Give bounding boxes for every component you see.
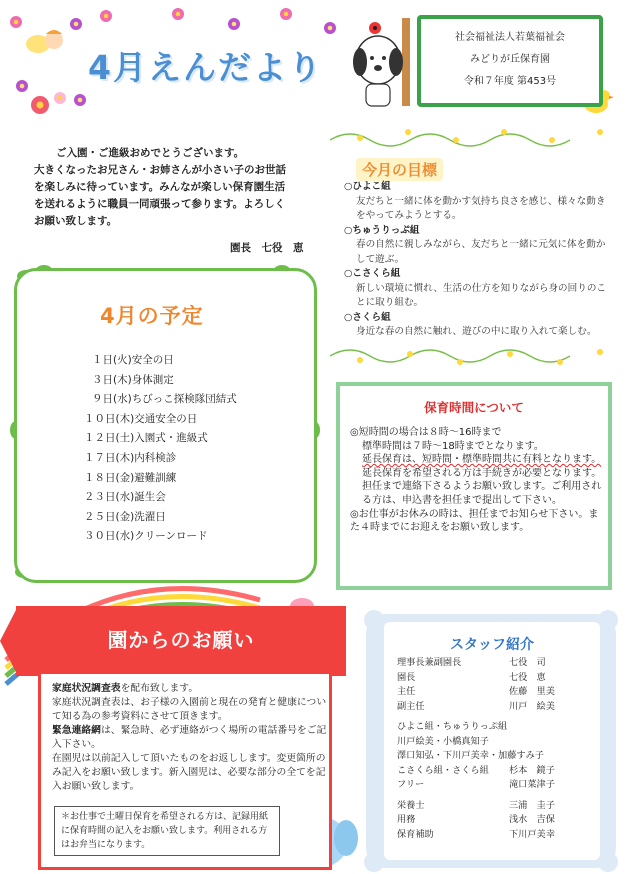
greeting-line: お願い致します。 (34, 215, 118, 227)
goal-text: 新しい環境に慣れ、生活の仕方を知りながら身の回りのことに取り組む。 (356, 282, 607, 308)
staff-row (397, 764, 605, 779)
greeting-line: を送れるように職員一同頑張って参ります。よろしく (34, 198, 286, 210)
goal-item (344, 267, 612, 311)
goal-text: 友だちと一緒に体を動かす気持ち良さを感じ、様々な動きをやってみようとする。 (356, 195, 606, 221)
request-line: 家庭状況調査表は、お子様の入園前と現在の発育と健康について知る為の参考資料にさせて頂きます。 (52, 697, 327, 722)
staff-role: こさくら組・さくら組 (397, 764, 489, 776)
saturday-note: ＊お仕事で土曜日保育を希望される方は、記録用紙に保育時間の記入をお願い致します。利用される方はお弁当になります。 (54, 806, 280, 856)
staff-name: 川戸 絵美 (509, 700, 555, 712)
hours-line: ◎お仕事がお休みの時は、担任までお知らせ下さい。また４時までにお迎えをお願い致します。 (350, 508, 599, 534)
staff-role: 用務 (397, 814, 416, 825)
staff-role: フリー (397, 779, 425, 790)
schedule-item: ３０日(水)クリーンロード (84, 530, 208, 543)
dog-icon (353, 18, 410, 106)
hours-line: 延長保育を希望される方は手続きが必要となります。担任まで連絡下さるようお願い致します。ご利用される方は、申込書を担任まで提出して下さい。 (362, 467, 602, 506)
goal-class: ○ちゅうりっぷ組 (344, 224, 420, 236)
issue-number: 令和７年度 第453号 (463, 76, 557, 87)
greeting-line: 大きくなったお兄さん・お姉さんが小さい子のお世話 (34, 164, 286, 176)
staff-name: 七役 恵 (509, 671, 546, 683)
staff-role: 保育補助 (397, 828, 434, 840)
principal-signature: 園長 七役 恵 (230, 242, 304, 254)
greeting-text (34, 145, 320, 230)
request-keyword: 家庭状況調査表 (52, 683, 121, 694)
staff-row (397, 735, 605, 750)
schedule-item: １２日(土)入園式・進級式 (84, 432, 208, 445)
staff-row (397, 749, 605, 764)
requests-text (52, 682, 327, 794)
staff-row (397, 656, 605, 671)
hours-title: 保育時間について (424, 400, 524, 415)
schedule-item: １０日(木)交通安全の日 (84, 412, 198, 425)
schedule-item: ２５日(金)洗濯日 (84, 510, 166, 523)
staff-name: 三浦 圭子 (509, 799, 555, 811)
schedule-item: ２３日(水)誕生会 (84, 491, 166, 504)
page-title: 4月えんだより (88, 48, 323, 87)
goal-class: ○さくら組 (344, 311, 391, 323)
schedule-title: 4月の予定 (100, 304, 204, 328)
staff-role: ひよこ組・ちゅうりっぷ組 (397, 721, 508, 732)
staff-role: 澤口知弘・下川戸美幸・加藤すみ子 (397, 750, 544, 761)
goal-text: 春の自然に親しみながら、友だちと一緒に元気に体を動かして遊ぶ。 (356, 239, 606, 265)
staff-name: 佐藤 里美 (509, 686, 555, 697)
schedule-list (84, 351, 237, 547)
staff-role: 園長 (397, 671, 416, 683)
greeting-line: ご入園・ご進級おめでとうございます。 (56, 147, 245, 159)
schedule-item: １８日(金)避難訓練 (84, 471, 177, 484)
staff-row (397, 685, 605, 700)
staff-role: 主任 (397, 686, 416, 697)
request-line (52, 724, 327, 752)
staff-role: 栄養士 (397, 799, 425, 811)
goal-class: ○ひよこ組 (344, 181, 391, 192)
schedule-item: １７日(木)内科検診 (84, 451, 177, 464)
request-line (52, 682, 327, 696)
goal-item (344, 311, 612, 340)
request-text: は、緊急時、必ず連絡がつく場所の電話番号をご記入下さい。 (52, 725, 327, 750)
goals-title: 今月の目標 (356, 158, 443, 181)
staff-row (397, 700, 605, 715)
schedule-item: １日(火)安全の日 (92, 354, 174, 366)
staff-name: 七役 司 (509, 657, 546, 668)
staff-name: 下川戸美幸 (509, 828, 555, 840)
request-text: を配布致します。 (120, 683, 199, 694)
staff-row (397, 671, 605, 686)
staff-list (397, 656, 605, 842)
hours-line: ◎短時間の場合は８時～16時まで (350, 427, 502, 438)
org-name: 社会福祉法人若葉福祉会 (455, 32, 565, 43)
fairy-icon (26, 30, 63, 53)
hours-extended-note: 延長保育は、短時間・標準時間共に有料となります。 (362, 454, 602, 466)
staff-row (397, 720, 605, 735)
goal-item (344, 180, 612, 224)
staff-row (397, 813, 605, 828)
schedule-item: ３日(木)身体測定 (92, 373, 174, 386)
greeting-line: を楽しみに待っています。みんなが楽しい保育園生活 (34, 181, 286, 193)
goal-text: 身近な春の自然に触れ、遊びの中に取り入れて楽しむ。 (356, 326, 597, 337)
org-info-box (417, 15, 603, 107)
goal-class: ○こさくら組 (344, 268, 401, 279)
request-line: 在園児は以前記入して頂いたものをお返しします。変更箇所のみ記入をお願い致します。新入園児は、必要な部分の全てを記入お願い致します。 (52, 753, 326, 792)
goals-list (344, 180, 612, 340)
schedule-item: ９日(水)ちびっこ探検隊団結式 (92, 393, 237, 406)
staff-name: 杉本 鏡子 (509, 764, 555, 776)
staff-role: 理事長兼副園長 (397, 657, 462, 668)
goal-item (344, 224, 612, 268)
hours-line: 標準時間は７時～18時までとなります。 (362, 440, 544, 452)
school-name: みどりが丘保育園 (470, 54, 550, 65)
request-keyword: 緊急連絡網 (52, 725, 101, 736)
staff-name: 浅水 吉保 (509, 814, 555, 825)
requests-title: 園からのお願い (107, 628, 255, 652)
staff-row (397, 778, 605, 793)
staff-name: 滝口菜津子 (509, 779, 555, 790)
staff-row (397, 799, 605, 814)
staff-row (397, 828, 605, 843)
staff-role: 川戸絵美・小橋真知子 (397, 735, 489, 747)
staff-title: スタッフ紹介 (450, 637, 534, 653)
staff-role: 副主任 (397, 700, 425, 712)
hours-text (350, 426, 602, 535)
